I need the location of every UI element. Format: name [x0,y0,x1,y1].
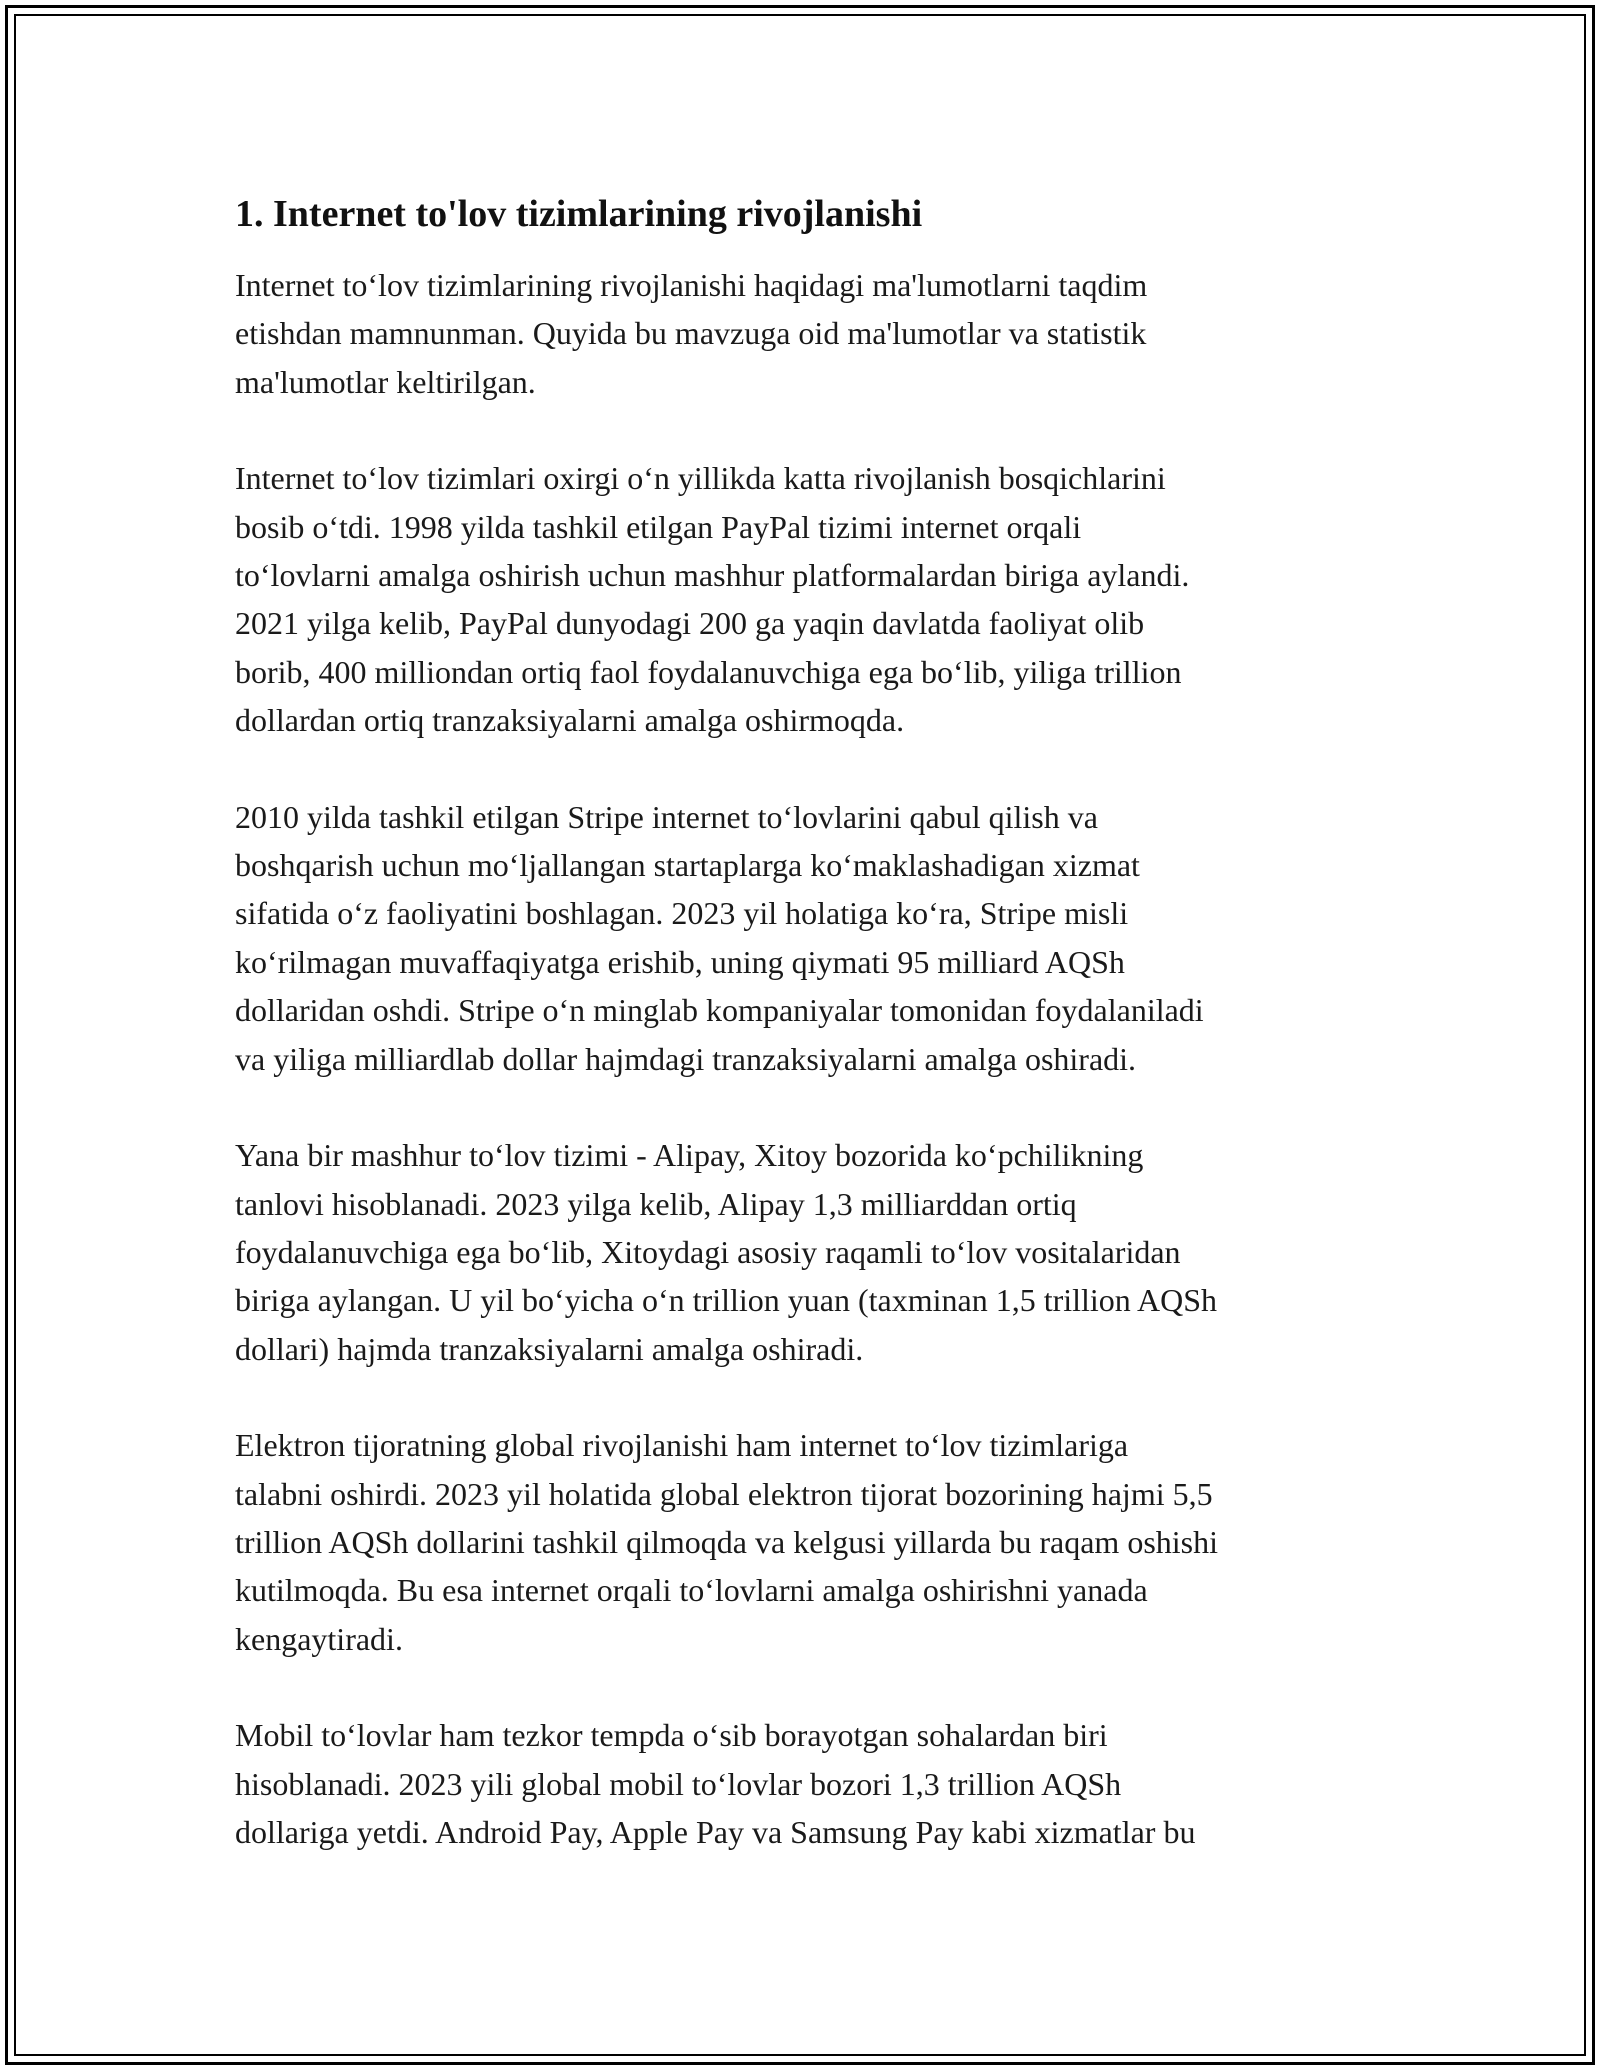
text-line: ma'lumotlar keltirilgan. [235,363,536,400]
text-line: to‘lovlarni amalga oshirish uchun mashhur platformalardan biriga aylandi. [235,557,1190,594]
text-line: 2021 yilga kelib, PayPal dunyodagi 200 ga yaqin davlatda faoliyat olib [235,605,1145,642]
text-line: boshqarish uchun mo‘ljallangan startaplarga ko‘maklashadigan xizmat [235,847,1140,884]
text-line: bosib o‘tdi. 1998 yilda tashkil etilgan PayPal tizimi internet orqali [235,508,1082,545]
text-line: foydalanuvchiga ega bo‘lib, Xitoydagi asosiy raqamli to‘lov vositalaridan [235,1233,1181,1270]
text-line: dollari) hajmda tranzaksiyalarni amalga oshiradi. [235,1330,864,1367]
text-line: va yiliga milliardlab dollar hajmdagi tranzaksiyalarni amalga oshiradi. [235,1040,1137,1077]
text-line: talabni oshirdi. 2023 yil holatida global elektron tijorat bozorining hajmi 5,5 [235,1475,1213,1512]
text-line: Internet to‘lov tizimlari oxirgi o‘n yillikda katta rivojlanish bosqichlarini [235,460,1166,497]
text-line: sifatida o‘z faoliyatini boshlagan. 2023 yil holatiga ko‘ra, Stripe misli [235,895,1129,932]
text-line: hisoblanadi. 2023 yili global mobil to‘lovlar bozori 1,3 trillion AQSh [235,1765,1122,1802]
paragraph-intro [235,261,1370,406]
paragraph-ecommerce [235,1421,1370,1663]
text-line: Internet to‘lov tizimlarining rivojlanishi haqidagi ma'lumotlarni taqdim [235,267,1148,303]
paragraph-paypal [235,454,1370,744]
text-line: dollariga yetdi. Android Pay, Apple Pay va Samsung Pay kabi xizmatlar bu [235,1813,1196,1850]
text-line: etishdan mamnunman. Quyida bu mavzuga oid ma'lumotlar va statistik [235,315,1147,352]
text-line: dollaridan oshdi. Stripe o‘n minglab kompaniyalar tomonidan foydalaniladi [235,992,1204,1029]
text-line: borib, 400 milliondan ortiq faol foydalanuvchiga ega bo‘lib, yiliga trillion [235,653,1182,690]
text-line: kutilmoqda. Bu esa internet orqali to‘lovlarni amalga oshirishni yanada [235,1572,1148,1609]
text-line: kengaytiradi. [235,1620,403,1657]
text-line: tanlovi hisoblanadi. 2023 yilga kelib, Alipay 1,3 milliarddan ortiq [235,1185,1077,1222]
paragraph-stripe [235,793,1370,1083]
text-line: Mobil to‘lovlar ham tezkor tempda o‘sib borayotgan sohalardan biri [235,1717,1108,1754]
paragraph-mobile-payments [235,1711,1370,1856]
text-line: trillion AQSh dollarini tashkil qilmoqda va kelgusi yillarda bu raqam oshishi [235,1523,1218,1560]
text-line: Yana bir mashhur to‘lov tizimi - Alipay, Xitoy bozorida ko‘pchilikning [235,1137,1144,1174]
text-line: biriga aylangan. U yil bo‘yicha o‘n trillion yuan (taxminan 1,5 trillion AQSh [235,1282,1218,1319]
document-body [235,190,1370,1904]
text-line: dollardan ortiq tranzaksiyalarni amalga oshirmoqda. [235,702,905,739]
section-heading: 1. Internet to'lov tizimlarining rivojlanishi [235,193,923,235]
text-line: 2010 yilda tashkil etilgan Stripe internet to‘lovlarini qabul qilish va [235,798,1098,835]
text-line: ko‘rilmagan muvaffaqiyatga erishib, uning qiymati 95 milliard AQSh [235,943,1125,980]
text-line: Elektron tijoratning global rivojlanishi ham internet to‘lov tizimlariga [235,1427,1129,1464]
paragraph-alipay [235,1131,1370,1373]
